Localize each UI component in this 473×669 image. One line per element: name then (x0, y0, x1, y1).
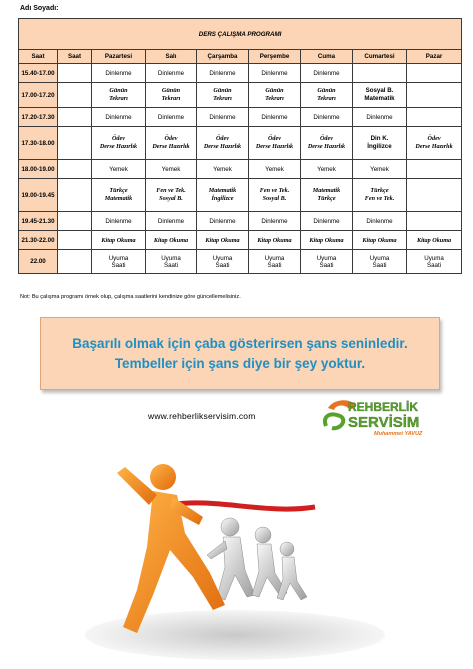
table-row (19, 179, 462, 212)
cell-text: Uyuma (212, 254, 233, 262)
orange-runner (117, 464, 225, 633)
cell-text: Derse Hazırlık (415, 143, 453, 150)
schedule-cell (353, 179, 407, 212)
cell-text: Kitap Okuma (416, 236, 452, 244)
cell-text: Kitap Okuma (362, 236, 397, 244)
schedule-cell (353, 160, 407, 179)
schedule-cell (249, 179, 301, 212)
cell-text: Yemek (213, 165, 232, 173)
cell-text: Saati (319, 261, 334, 269)
schedule-cell (353, 231, 407, 250)
column-header: Pazartesi (92, 50, 146, 64)
column-header: Cuma (301, 50, 353, 64)
schedule-cell (197, 83, 249, 108)
schedule-cell (301, 231, 353, 250)
cell-text: Derse Hazırlık (255, 143, 294, 150)
column-header: Çarşamba (197, 50, 249, 64)
cell-text: Tekrarı (213, 95, 232, 102)
cell-text: Derse Hazırlık (203, 143, 242, 150)
cell-text: Dinlenme (105, 217, 132, 225)
cell-text: Saati (215, 261, 230, 269)
schedule-cell (301, 64, 353, 83)
schedule-cell (301, 212, 353, 231)
table-title: DERS ÇALIŞMA PROGRAMI (19, 19, 462, 50)
finish-ribbon (170, 503, 315, 509)
schedule-cell (407, 231, 462, 250)
schedule-cell (197, 127, 249, 160)
cell-text: Yemek (317, 165, 336, 173)
schedule-cell (353, 127, 407, 160)
cell-text: Dinlenme (366, 113, 393, 121)
rehberlik-servisim-logo (322, 396, 452, 440)
cell-text: Ödev (267, 135, 282, 142)
second-time-cell (58, 83, 92, 108)
cell-text: Türkçe (370, 187, 389, 194)
time-cell: 17.20-17.30 (19, 108, 58, 127)
cell-text: Fen ve Tek. (259, 187, 290, 194)
schedule-cell (407, 160, 462, 179)
cell-text: Kitap Okuma (101, 236, 136, 244)
schedule-cell (249, 160, 301, 179)
grey-runner-3-head (280, 542, 294, 556)
column-header: Saat (19, 50, 58, 64)
cell-text: Uyuma (424, 254, 444, 262)
website-link[interactable]: www.rehberlikservisim.com (148, 411, 256, 421)
cell-text: Dinlenme (157, 69, 185, 77)
cell-text: Uyuma (316, 254, 337, 262)
time-cell: 18.00-19.00 (19, 160, 58, 179)
cell-text: Sosyal B. (159, 195, 183, 202)
cell-text: Türkçe (317, 195, 336, 202)
schedule-cell (197, 108, 249, 127)
grey-runner-1-arm (207, 541, 227, 559)
banner-line-2: Tembeller için şans diye bir şey yoktur. (114, 355, 366, 371)
schedule-cell (197, 179, 249, 212)
column-header-row (19, 50, 462, 64)
cell-text: Dinlenme (313, 217, 340, 225)
cell-text: Günün (109, 87, 128, 94)
cell-text: Dinlenme (157, 113, 185, 121)
schedule-cell (353, 108, 407, 127)
cell-text: Sosyal B. (262, 195, 287, 202)
schedule-cell (301, 179, 353, 212)
schedule-cell (197, 212, 249, 231)
logo-s-icon (325, 414, 343, 428)
schedule-cell (92, 108, 146, 127)
cell-text: Uyuma (161, 254, 181, 262)
cell-text: Derse Hazırlık (99, 143, 138, 150)
column-header: Salı (146, 50, 197, 64)
cell-text: Fen ve Tek. (364, 195, 395, 202)
name-label: Adı Soyadı: (20, 5, 59, 12)
cell-text: Dinlenme (261, 113, 288, 121)
second-time-cell (58, 212, 92, 231)
cell-text: Ödev (319, 135, 334, 142)
schedule-cell (146, 250, 197, 274)
table-row (19, 127, 462, 160)
schedule-cell (249, 250, 301, 274)
cell-text: Derse Hazırlık (152, 143, 190, 150)
cell-text: Dinlenme (105, 69, 132, 77)
schedule-cell (146, 108, 197, 127)
schedule-cell (92, 160, 146, 179)
schedule-cell (407, 64, 462, 83)
schedule-cell (249, 127, 301, 160)
column-header: Cumartesi (353, 50, 407, 64)
cell-text: Kitap Okuma (205, 236, 240, 244)
cell-text: Kitap Okuma (257, 236, 292, 244)
cell-text: Saati (163, 261, 179, 269)
cell-text: Derse Hazırlık (307, 143, 346, 150)
cell-text: Kitap Okuma (153, 236, 189, 244)
cell-text: Dinlenme (261, 69, 288, 77)
cell-text: Tekrarı (317, 95, 336, 102)
table-row (19, 64, 462, 83)
cell-text: Günün (265, 87, 284, 94)
second-time-cell (58, 231, 92, 250)
logo-author: Muhammet YAVUZ (374, 431, 423, 437)
schedule-cell (301, 127, 353, 160)
orange-runner-head (150, 464, 176, 490)
schedule-cell (146, 127, 197, 160)
second-time-cell (58, 108, 92, 127)
grey-runner-2-head (255, 527, 271, 543)
time-cell: 17.00-17.20 (19, 83, 58, 108)
cell-text: Dinlenme (209, 217, 236, 225)
cell-text: Uyuma (264, 254, 285, 262)
cell-text: Yemek (370, 165, 389, 173)
second-time-cell (58, 127, 92, 160)
table-row (19, 250, 462, 274)
cell-text: Tekrarı (265, 95, 284, 102)
cell-text: Tekrarı (161, 95, 181, 102)
schedule-cell (407, 179, 462, 212)
cell-text: Saati (267, 261, 282, 269)
schedule-cell (249, 64, 301, 83)
time-cell: 21.30-22.00 (19, 231, 58, 250)
cell-text: Dinlenme (261, 217, 288, 225)
schedule-cell (301, 160, 353, 179)
time-cell: 22.00 (19, 250, 58, 274)
schedule-cell (92, 231, 146, 250)
schedule-cell (197, 64, 249, 83)
schedule-cell (353, 250, 407, 274)
motivation-banner (40, 317, 440, 390)
column-header: Saat (58, 50, 92, 64)
schedule-cell (353, 64, 407, 83)
time-cell: 15.40-17.00 (19, 64, 58, 83)
schedule-cell (92, 64, 146, 83)
table-row (19, 108, 462, 127)
time-cell: 19.45-21.30 (19, 212, 58, 231)
time-cell: 17.30-18.00 (19, 127, 58, 160)
banner-line-1: Başarılı olmak için çaba gösterirsen şans seninledir. (72, 335, 408, 351)
cell-text: Saati (372, 261, 387, 269)
cell-text: Kitap Okuma (309, 236, 344, 244)
schedule-cell (407, 83, 462, 108)
logo-line-1: REHBERLİK (348, 400, 419, 414)
second-time-cell (58, 179, 92, 212)
schedule-cell (249, 231, 301, 250)
cell-text: Matematik (364, 95, 395, 102)
cell-text: Dinlenme (313, 113, 340, 121)
schedule-cell (146, 160, 197, 179)
schedule-cell (197, 160, 249, 179)
cell-text: Yemek (161, 165, 181, 173)
cell-text: Din K. (370, 135, 389, 142)
schedule-cell (146, 212, 197, 231)
cell-text: Ödev (427, 135, 441, 142)
cell-text: Yemek (109, 165, 128, 173)
schedule-cell (407, 108, 462, 127)
schedule-cell (92, 212, 146, 231)
table-row (19, 160, 462, 179)
finish-line-runner-illustration (75, 455, 395, 660)
cell-text: İngilizce (211, 195, 234, 202)
second-time-cell (58, 64, 92, 83)
schedule-cell (92, 250, 146, 274)
cell-text: Türkçe (109, 187, 128, 194)
cell-text: İngilizce (367, 143, 392, 150)
schedule-cell (301, 108, 353, 127)
schedule-cell (146, 83, 197, 108)
cell-text: Saati (426, 261, 442, 269)
column-header: Perşembe (249, 50, 301, 64)
schedule-cell (353, 83, 407, 108)
column-header: Pazar (407, 50, 462, 64)
schedule-cell (353, 212, 407, 231)
cell-text: Sosyal B. (365, 87, 394, 94)
cell-text: Matematik (208, 187, 237, 194)
schedule-cell (249, 83, 301, 108)
schedule-cell (301, 250, 353, 274)
schedule-cell (249, 212, 301, 231)
schedule-cell (407, 250, 462, 274)
schedule-table-wrap (18, 18, 461, 274)
footnote: Not: Bu çalışma programı örnek olup, çalışma saatlerini kendinize göre güncellemelisiniz. (20, 294, 241, 300)
cell-text: Matematik (312, 187, 341, 194)
schedule-cell (146, 179, 197, 212)
second-time-cell (58, 250, 92, 274)
cell-text: Uyuma (369, 254, 390, 262)
schedule-cell (146, 64, 197, 83)
cell-text: Uyuma (108, 254, 129, 262)
cell-text: Matematik (104, 195, 133, 202)
table-row (19, 231, 462, 250)
schedule-cell (146, 231, 197, 250)
schedule-cell (407, 127, 462, 160)
cell-text: Dinlenme (157, 217, 185, 225)
cell-text: Fen ve Tek. (156, 187, 186, 194)
cell-text: Dinlenme (313, 69, 340, 77)
schedule-cell (197, 250, 249, 274)
schedule-cell (301, 83, 353, 108)
grey-runner-3-body (277, 557, 307, 600)
cell-text: Günün (317, 87, 336, 94)
schedule-table (18, 18, 462, 274)
grey-runner-1-head (221, 518, 239, 536)
schedule-cell (407, 212, 462, 231)
cell-text: Tekrarı (109, 95, 128, 102)
table-row (19, 212, 462, 231)
cell-text: Ödev (215, 135, 230, 142)
second-time-cell (58, 160, 92, 179)
cell-text: Ödev (111, 135, 126, 142)
logo-line-2: SERVİSİM (348, 414, 420, 431)
cell-text: Dinlenme (209, 69, 236, 77)
cell-text: Dinlenme (366, 217, 393, 225)
cell-text: Dinlenme (105, 113, 132, 121)
schedule-cell (92, 83, 146, 108)
cell-text: Yemek (265, 165, 284, 173)
cell-text: Ödev (164, 135, 178, 142)
cell-text: Günün (161, 87, 181, 94)
time-cell: 19.00-19.45 (19, 179, 58, 212)
cell-text: Günün (213, 87, 232, 94)
schedule-cell (249, 108, 301, 127)
cell-text: Saati (111, 261, 126, 269)
table-row (19, 83, 462, 108)
schedule-cell (92, 179, 146, 212)
cell-text: Dinlenme (209, 113, 236, 121)
schedule-cell (197, 231, 249, 250)
schedule-cell (92, 127, 146, 160)
grey-runners (207, 518, 307, 600)
